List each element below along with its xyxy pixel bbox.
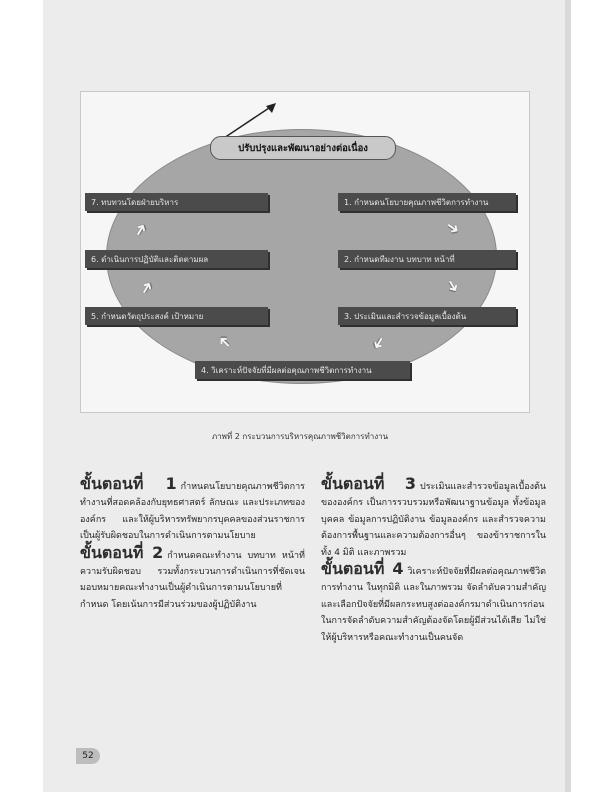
step-1-paragraph xyxy=(80,476,305,545)
step-2-text: กำหนดคณะทำงาน บทบาท หน้าที่ ความรับผิดชอบ รวมทั้งกระบวนการดำเนินการที่ชัดเจน มอบหมายคณะทำงานเป็นผู้ดำเนินการตามนโยบายที่กำหนด โดยเน้นการมีส่วนร่วมของผู้ปฏิบัติงาน xyxy=(80,550,305,610)
step-2-heading: ขั้นตอนที่ 2 xyxy=(80,542,164,562)
step-box-6: 6. ดำเนินการปฏิบัติและติดตามผล xyxy=(85,250,268,268)
arrow-up-icon: ➜ xyxy=(128,219,152,241)
step-2-paragraph xyxy=(80,542,305,614)
step-4-paragraph xyxy=(321,561,546,646)
step-3-paragraph xyxy=(321,476,546,561)
continuous-improvement-label: ปรับปรุงและพัฒนาอย่างต่อเนื่อง xyxy=(210,136,396,160)
arrow-down-icon: ➜ xyxy=(367,332,391,354)
arrow-down-icon: ➜ xyxy=(442,215,464,240)
figure-caption: ภาพที่ 2 กระบวนการบริหารคุณภาพชีวิตการทำงาน xyxy=(211,432,389,441)
step-4-text: วิเคราะห์ปัจจัยที่มีผลต่อคุณภาพชีวิตการทำงาน ในทุกมิติ และในภาพรวม จัดลำดับความสำคัญและเลือกปัจจัยที่มีผลกระทบสูงต่อองค์กรมาดำเนินการก่อน ในการจัดลำดับความสำคัญต้องจัดโดยผู้มีส่วนได้เสีย ไม่ใช่ให้ผู้บริหารหรือคณะทำงานเป็นคนจัด xyxy=(321,567,546,643)
step-box-7: 7. ทบทวนโดยฝ่ายบริหาร xyxy=(85,193,268,211)
step-1-heading: ขั้นตอนที่ 1 xyxy=(80,474,177,493)
step-box-1: 1. กำหนดนโยบายคุณภาพชีวิตการทำงาน xyxy=(338,193,516,211)
arrow-left-icon: ➜ xyxy=(212,330,236,354)
step-3-text: ประเมินและสำรวจข้อมูลเบื้องต้นขององค์กร เป็นการรวบรวมหรือพัฒนาฐานข้อมูล ทั้งข้อมูลบุคคล ข้อมูลการปฏิบัติงาน ข้อมูลองค์กร และสำรวจความต้องการพื้นฐานและความต้องการอื่นๆ ของข้าราชการในทั้ง 4 มิติ และภาพรวม xyxy=(321,482,546,558)
step-box-3: 3. ประเมินและสำรวจข้อมูลเบื้องต้น xyxy=(338,307,516,325)
text-column-left xyxy=(80,476,305,613)
step-box-2: 2. กำหนดทีมงาน บทบาท หน้าที่ xyxy=(338,250,516,268)
arrow-up-icon: ➜ xyxy=(134,277,158,299)
page-edge xyxy=(565,0,571,792)
text-column-right xyxy=(321,476,546,646)
step-box-5: 5. กำหนดวัตถุประสงค์ เป้าหมาย xyxy=(85,307,268,325)
step-1-text: กำหนดนโยบายคุณภาพชีวิตการทำงานที่สอดคล้องกับยุทธศาสตร์ ลักษณะ และประเภทของ องค์กร และให้ผู้บริหารทรัพยากรบุคคลของส่วนราชการเป็นผู้รับผิดชอบในการดำเนินการตามนโยบาย xyxy=(80,482,305,542)
page-number: 52 xyxy=(76,748,100,764)
step-3-heading: ขั้นตอนที่ 3 xyxy=(321,474,416,493)
arrow-down-icon: ➜ xyxy=(441,275,465,297)
step-4-heading: ขั้นตอนที่ 4 xyxy=(321,559,404,579)
step-box-4: 4. วิเคราะห์ปัจจัยที่มีผลต่อคุณภาพชีวิตการทำงาน xyxy=(195,361,410,379)
